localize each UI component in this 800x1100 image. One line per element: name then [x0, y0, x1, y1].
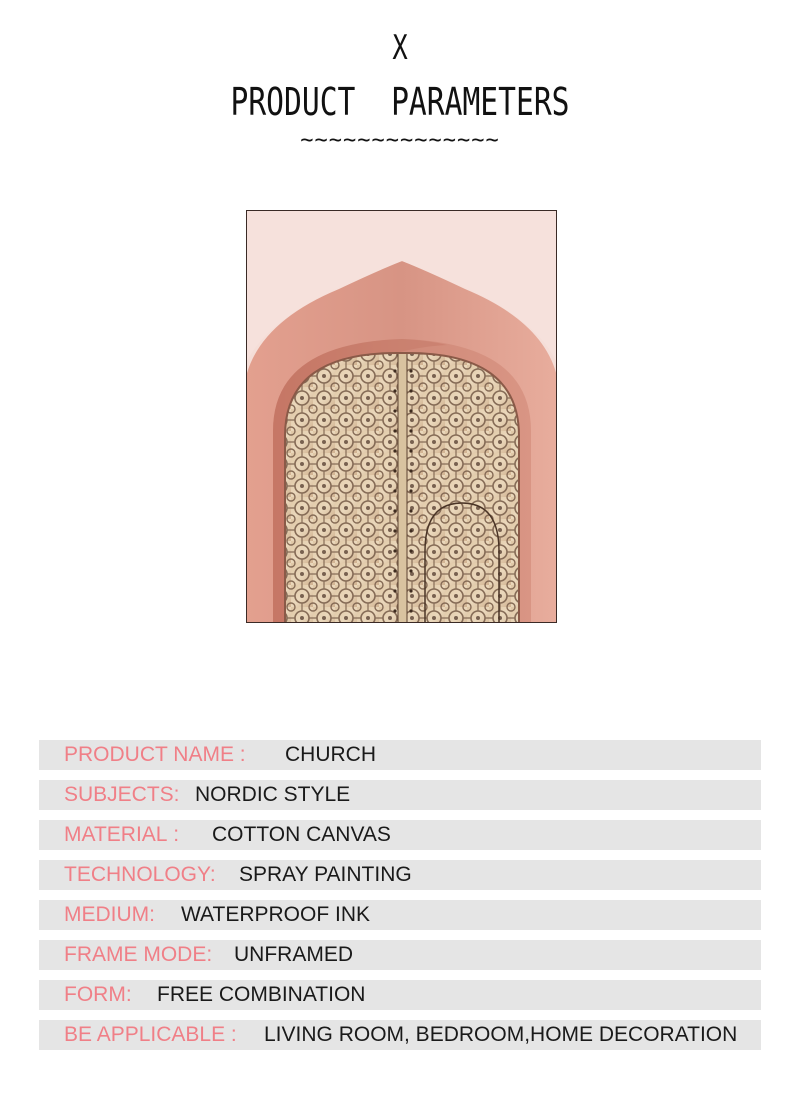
- param-value: WATERPROOF INK: [181, 903, 370, 926]
- title-divider: ~~~~~~~~~~~~~~: [300, 128, 500, 153]
- param-value: LIVING ROOM, BEDROOM,HOME DECORATION: [264, 1023, 738, 1046]
- param-label: MEDIUM:: [64, 903, 155, 926]
- param-row-product-name: [39, 740, 761, 770]
- product-image: [246, 210, 557, 623]
- param-label: MATERIAL :: [64, 823, 180, 846]
- param-row-material: [39, 820, 761, 850]
- param-row-medium: [39, 900, 761, 930]
- param-value: COTTON CANVAS: [212, 823, 391, 846]
- param-label: SUBJECTS:: [64, 783, 180, 806]
- arched-door-artwork: [247, 211, 556, 622]
- param-label: BE APPLICABLE :: [64, 1023, 237, 1046]
- param-label: PRODUCT NAME :: [64, 743, 246, 766]
- param-label: TECHNOLOGY:: [64, 863, 216, 886]
- param-row-technology: [39, 860, 761, 890]
- param-value: NORDIC STYLE: [195, 783, 351, 806]
- param-value: CHURCH: [285, 743, 376, 766]
- param-row-be-applicable: [39, 1020, 761, 1050]
- param-row-subjects: [39, 780, 761, 810]
- param-value: FREE COMBINATION: [157, 983, 366, 1006]
- param-value: SPRAY PAINTING: [239, 863, 412, 886]
- product-parameters: [39, 740, 761, 1060]
- param-row-form: [39, 980, 761, 1010]
- param-value: UNFRAMED: [234, 943, 353, 966]
- param-label: FORM:: [64, 983, 132, 1006]
- param-row-frame-mode: [39, 940, 761, 970]
- header-mark: X: [392, 28, 408, 68]
- page-title: PRODUCT PARAMETERS: [230, 80, 570, 124]
- param-label: FRAME MODE:: [64, 943, 213, 966]
